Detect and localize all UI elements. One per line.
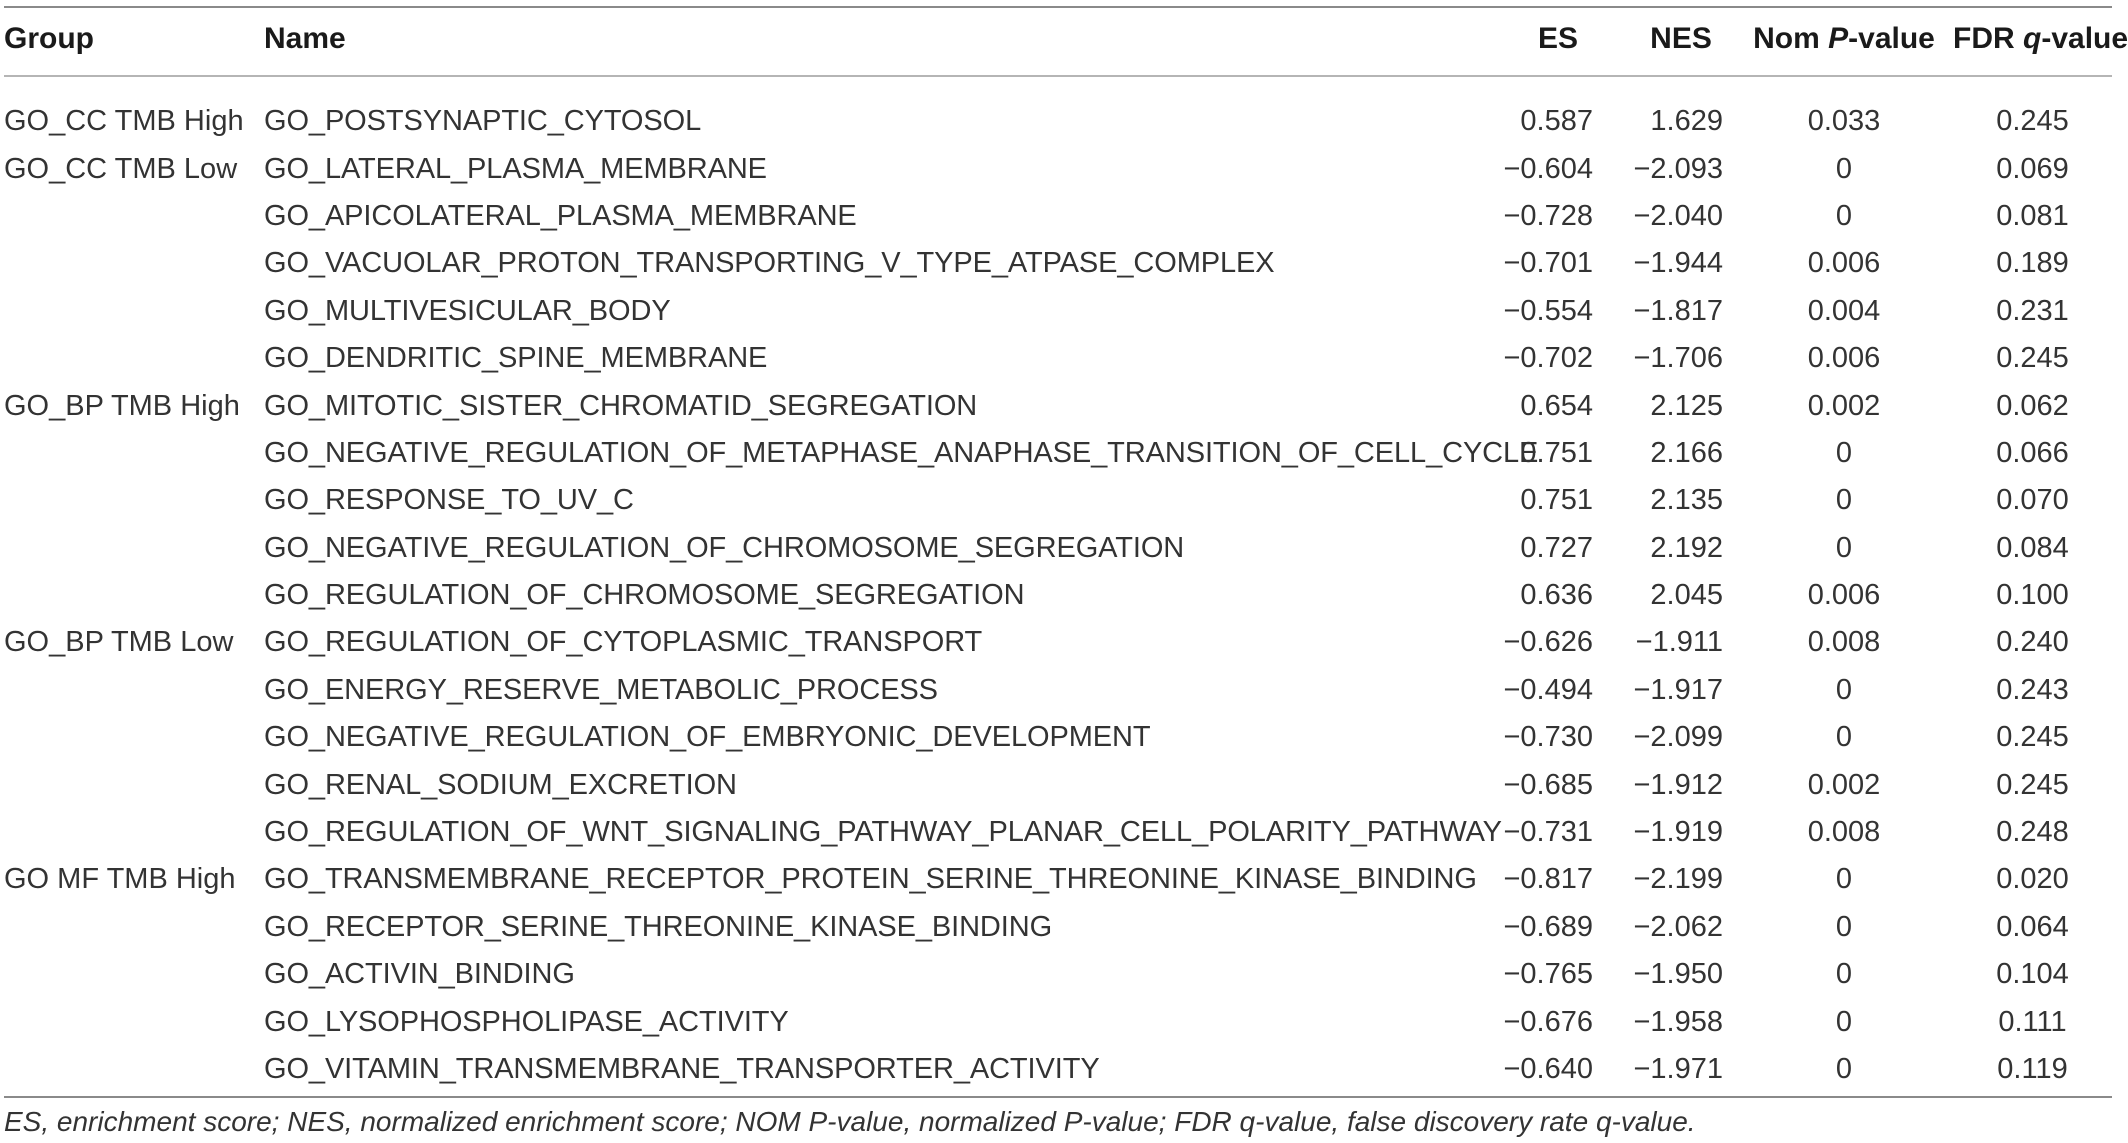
row-es: −0.730 [1503,721,1593,754]
row-name: GO_RECEPTOR_SERINE_THREONINE_KINASE_BINDING [264,910,1053,943]
row-nom-p-value: 0.033 [1807,105,1881,138]
row-nes: −1.706 [1633,342,1723,375]
row-fdr-q-value: 0.081 [1996,199,2069,232]
row-nom-p-value: 0 [1835,152,1853,185]
row-nom-p-value: 0 [1835,673,1853,706]
row-nes: 1.629 [1650,105,1723,138]
row-group [4,761,264,808]
row-fdr-q-value: 0.062 [1996,389,2069,422]
row-nes: −1.817 [1633,294,1723,327]
row-fdr-q-value: 0.245 [1996,768,2069,801]
row-nom-p-value: 0 [1835,1053,1853,1085]
row-group [4,667,264,714]
row-nom-p-value: 0 [1835,436,1853,469]
row-nes: −1.958 [1633,1005,1723,1038]
row-es: −0.676 [1503,1005,1593,1038]
row-name: GO_VACUOLAR_PROTON_TRANSPORTING_V_TYPE_ATPASE_COMPLEX [264,247,1275,280]
row-group: GO_CC TMB High [4,105,244,138]
row-fdr-q-value: 0.240 [1996,626,2069,659]
row-es: 0.751 [1520,436,1593,469]
row-fdr-q-value: 0.248 [1996,816,2069,849]
row-nes: 2.125 [1650,389,1723,422]
row-es: −0.626 [1503,626,1593,659]
row-nes: −1.911 [1635,626,1723,659]
row-nom-p-value: 0.006 [1807,342,1881,375]
row-nom-p-value: 0.006 [1807,247,1881,280]
header-nom-p-suffix: -value [1848,22,1935,55]
row-group: GO_CC TMB Low [4,152,238,185]
row-group [4,288,264,335]
row-fdr-q-value: 0.189 [1996,247,2069,280]
row-nes: −1.917 [1633,673,1723,706]
row-fdr-q-value: 0.231 [1996,294,2069,327]
header-nom-p-value [1745,18,1943,80]
header-name: Name [264,22,346,55]
table-row [4,525,2112,572]
table-row [4,240,2112,287]
row-nom-p-value: 0.002 [1807,768,1881,801]
row-nom-p-value: 0.008 [1807,816,1881,849]
table-row [4,382,2112,429]
row-es: −0.728 [1503,199,1593,232]
row-fdr-q-value: 0.064 [1996,910,2069,943]
table-row [4,619,2112,666]
row-name: GO_MITOTIC_SISTER_CHROMATID_SEGREGATION [264,389,978,422]
table-row [4,572,2112,619]
row-nom-p-value: 0 [1835,484,1853,517]
row-nom-p-value: 0 [1835,958,1853,991]
row-fdr-q-value: 0.245 [1996,721,2069,754]
row-name: GO_NEGATIVE_REGULATION_OF_CHROMOSOME_SEGREGATION [264,531,1185,564]
row-fdr-q-value: 0.066 [1996,436,2069,469]
header-nom-p-prefix: Nom [1753,22,1829,55]
row-name: GO_REGULATION_OF_CHROMOSOME_SEGREGATION [264,579,1025,612]
table-row [4,856,2112,903]
table-row [4,667,2112,714]
row-nes: 2.135 [1650,484,1723,517]
row-group [4,572,264,619]
table-row [4,809,2112,856]
row-group [4,477,264,524]
table-row [4,193,2112,240]
row-group [4,1046,264,1093]
header-row [4,18,2112,80]
row-group: GO_BP TMB High [4,389,240,422]
row-nom-p-value: 0 [1835,910,1853,943]
row-es: −0.689 [1503,910,1593,943]
row-nes: −2.093 [1633,152,1723,185]
row-group [4,335,264,382]
table-row [4,477,2112,524]
row-es: −0.702 [1503,342,1593,375]
row-nes: −2.099 [1633,721,1723,754]
row-name: GO_ACTIVIN_BINDING [264,958,575,991]
row-fdr-q-value: 0.245 [1996,342,2069,375]
header-fdr-prefix: FDR [1953,22,2023,55]
gsea-results-table [4,18,2128,1093]
row-name: GO_REGULATION_OF_WNT_SIGNALING_PATHWAY_PLANAR_CELL_POLARITY_PATHWAY [264,816,1502,849]
header-fdr-suffix: -value [2041,22,2128,55]
top-rule [4,6,2112,8]
row-es: −0.731 [1503,816,1593,849]
row-group: GO_BP TMB Low [4,626,234,659]
row-fdr-q-value: 0.104 [1996,958,2069,991]
header-nom-p-italic: P [1828,22,1849,55]
table-row [4,714,2112,761]
row-nes: −1.971 [1633,1053,1723,1085]
header-group: Group [4,22,94,55]
row-name: GO_MULTIVESICULAR_BODY [264,294,671,327]
header-es: ES [1537,22,1579,55]
row-nes: −2.199 [1633,863,1723,896]
table-body [4,80,2112,1093]
row-fdr-q-value: 0.245 [1996,105,2069,138]
row-name: GO_DENDRITIC_SPINE_MEMBRANE [264,342,768,375]
row-group [4,809,264,856]
row-group [4,193,264,240]
row-name: GO_APICOLATERAL_PLASMA_MEMBRANE [264,199,857,232]
row-name: GO_REGULATION_OF_CYTOPLASMIC_TRANSPORT [264,626,983,659]
row-fdr-q-value: 0.119 [1997,1053,2068,1085]
table-row [4,288,2112,335]
row-fdr-q-value: 0.243 [1996,673,2069,706]
row-es: −0.765 [1503,958,1593,991]
table-row [4,951,2112,998]
row-group: GO MF TMB High [4,863,236,896]
row-es: 0.587 [1520,105,1593,138]
row-es: −0.494 [1503,673,1593,706]
row-es: −0.554 [1503,294,1593,327]
table-row [4,998,2112,1045]
row-name: GO_VITAMIN_TRANSMEMBRANE_TRANSPORTER_ACTIVITY [264,1053,1100,1085]
row-es: −0.685 [1503,768,1593,801]
table-row [4,335,2112,382]
row-nom-p-value: 0.006 [1807,579,1881,612]
row-nes: −1.950 [1633,958,1723,991]
row-nom-p-value: 0 [1835,199,1853,232]
header-fdr-italic: q [2023,22,2042,55]
row-name: GO_ENERGY_RESERVE_METABOLIC_PROCESS [264,673,938,706]
row-nes: −1.944 [1633,247,1723,280]
row-es: −0.640 [1503,1053,1593,1085]
row-name: GO_LATERAL_PLASMA_MEMBRANE [264,152,767,185]
table-row [4,145,2112,192]
row-name: GO_TRANSMEMBRANE_RECEPTOR_PROTEIN_SERINE_THREONINE_KINASE_BINDING [264,863,1477,896]
row-nom-p-value: 0.002 [1807,389,1881,422]
row-nom-p-value: 0 [1835,721,1853,754]
row-fdr-q-value: 0.100 [1996,579,2069,612]
row-group [4,714,264,761]
table-row [4,430,2112,477]
row-fdr-q-value: 0.084 [1996,531,2069,564]
header-nes: NES [1650,22,1712,55]
row-fdr-q-value: 0.070 [1996,484,2069,517]
row-fdr-q-value: 0.069 [1996,152,2069,185]
row-es: 0.727 [1520,531,1593,564]
row-nes: 2.166 [1650,436,1723,469]
row-group [4,998,264,1045]
row-name: GO_NEGATIVE_REGULATION_OF_EMBRYONIC_DEVELOPMENT [264,721,1151,754]
row-nes: −2.062 [1633,910,1723,943]
row-nom-p-value: 0 [1835,531,1853,564]
row-group [4,904,264,951]
row-nom-p-value: 0.004 [1807,294,1881,327]
row-fdr-q-value: 0.020 [1996,863,2069,896]
row-name: GO_LYSOPHOSPHOLIPASE_ACTIVITY [264,1005,789,1038]
row-name: GO_NEGATIVE_REGULATION_OF_METAPHASE_ANAPHASE_TRANSITION_OF_CELL_CYCLE [264,436,1539,469]
row-name: GO_POSTSYNAPTIC_CYTOSOL [264,105,702,138]
row-fdr-q-value: 0.111 [1998,1005,2067,1038]
row-es: 0.654 [1520,389,1593,422]
header-fdr-q-value [1943,18,2128,80]
row-nes: −1.912 [1633,768,1723,801]
row-nes: −2.040 [1633,199,1723,232]
table-row [4,904,2112,951]
table-footnote: ES, enrichment score; NES, normalized enrichment score; NOM P-value, normalized P-value; FDR q-value, false discovery rate q-value. [4,1106,1696,1137]
row-group [4,525,264,572]
row-nes: −1.919 [1633,816,1723,849]
row-name: GO_RENAL_SODIUM_EXCRETION [264,768,737,801]
row-es: −0.604 [1503,152,1593,185]
table-row [4,1046,2112,1093]
row-es: −0.701 [1503,247,1593,280]
row-group [4,951,264,998]
row-es: −0.817 [1503,863,1593,896]
row-name: GO_RESPONSE_TO_UV_C [264,484,634,517]
row-nes: 2.192 [1650,531,1723,564]
row-group [4,240,264,287]
table-row [4,761,2112,808]
bottom-rule [4,1096,2112,1098]
row-group [4,430,264,477]
row-nom-p-value: 0 [1835,1005,1853,1038]
row-nes: 2.045 [1650,579,1723,612]
row-nom-p-value: 0.008 [1807,626,1881,659]
row-es: 0.751 [1520,484,1593,517]
table-row [4,80,2112,145]
row-es: 0.636 [1520,579,1593,612]
row-nom-p-value: 0 [1835,863,1853,896]
